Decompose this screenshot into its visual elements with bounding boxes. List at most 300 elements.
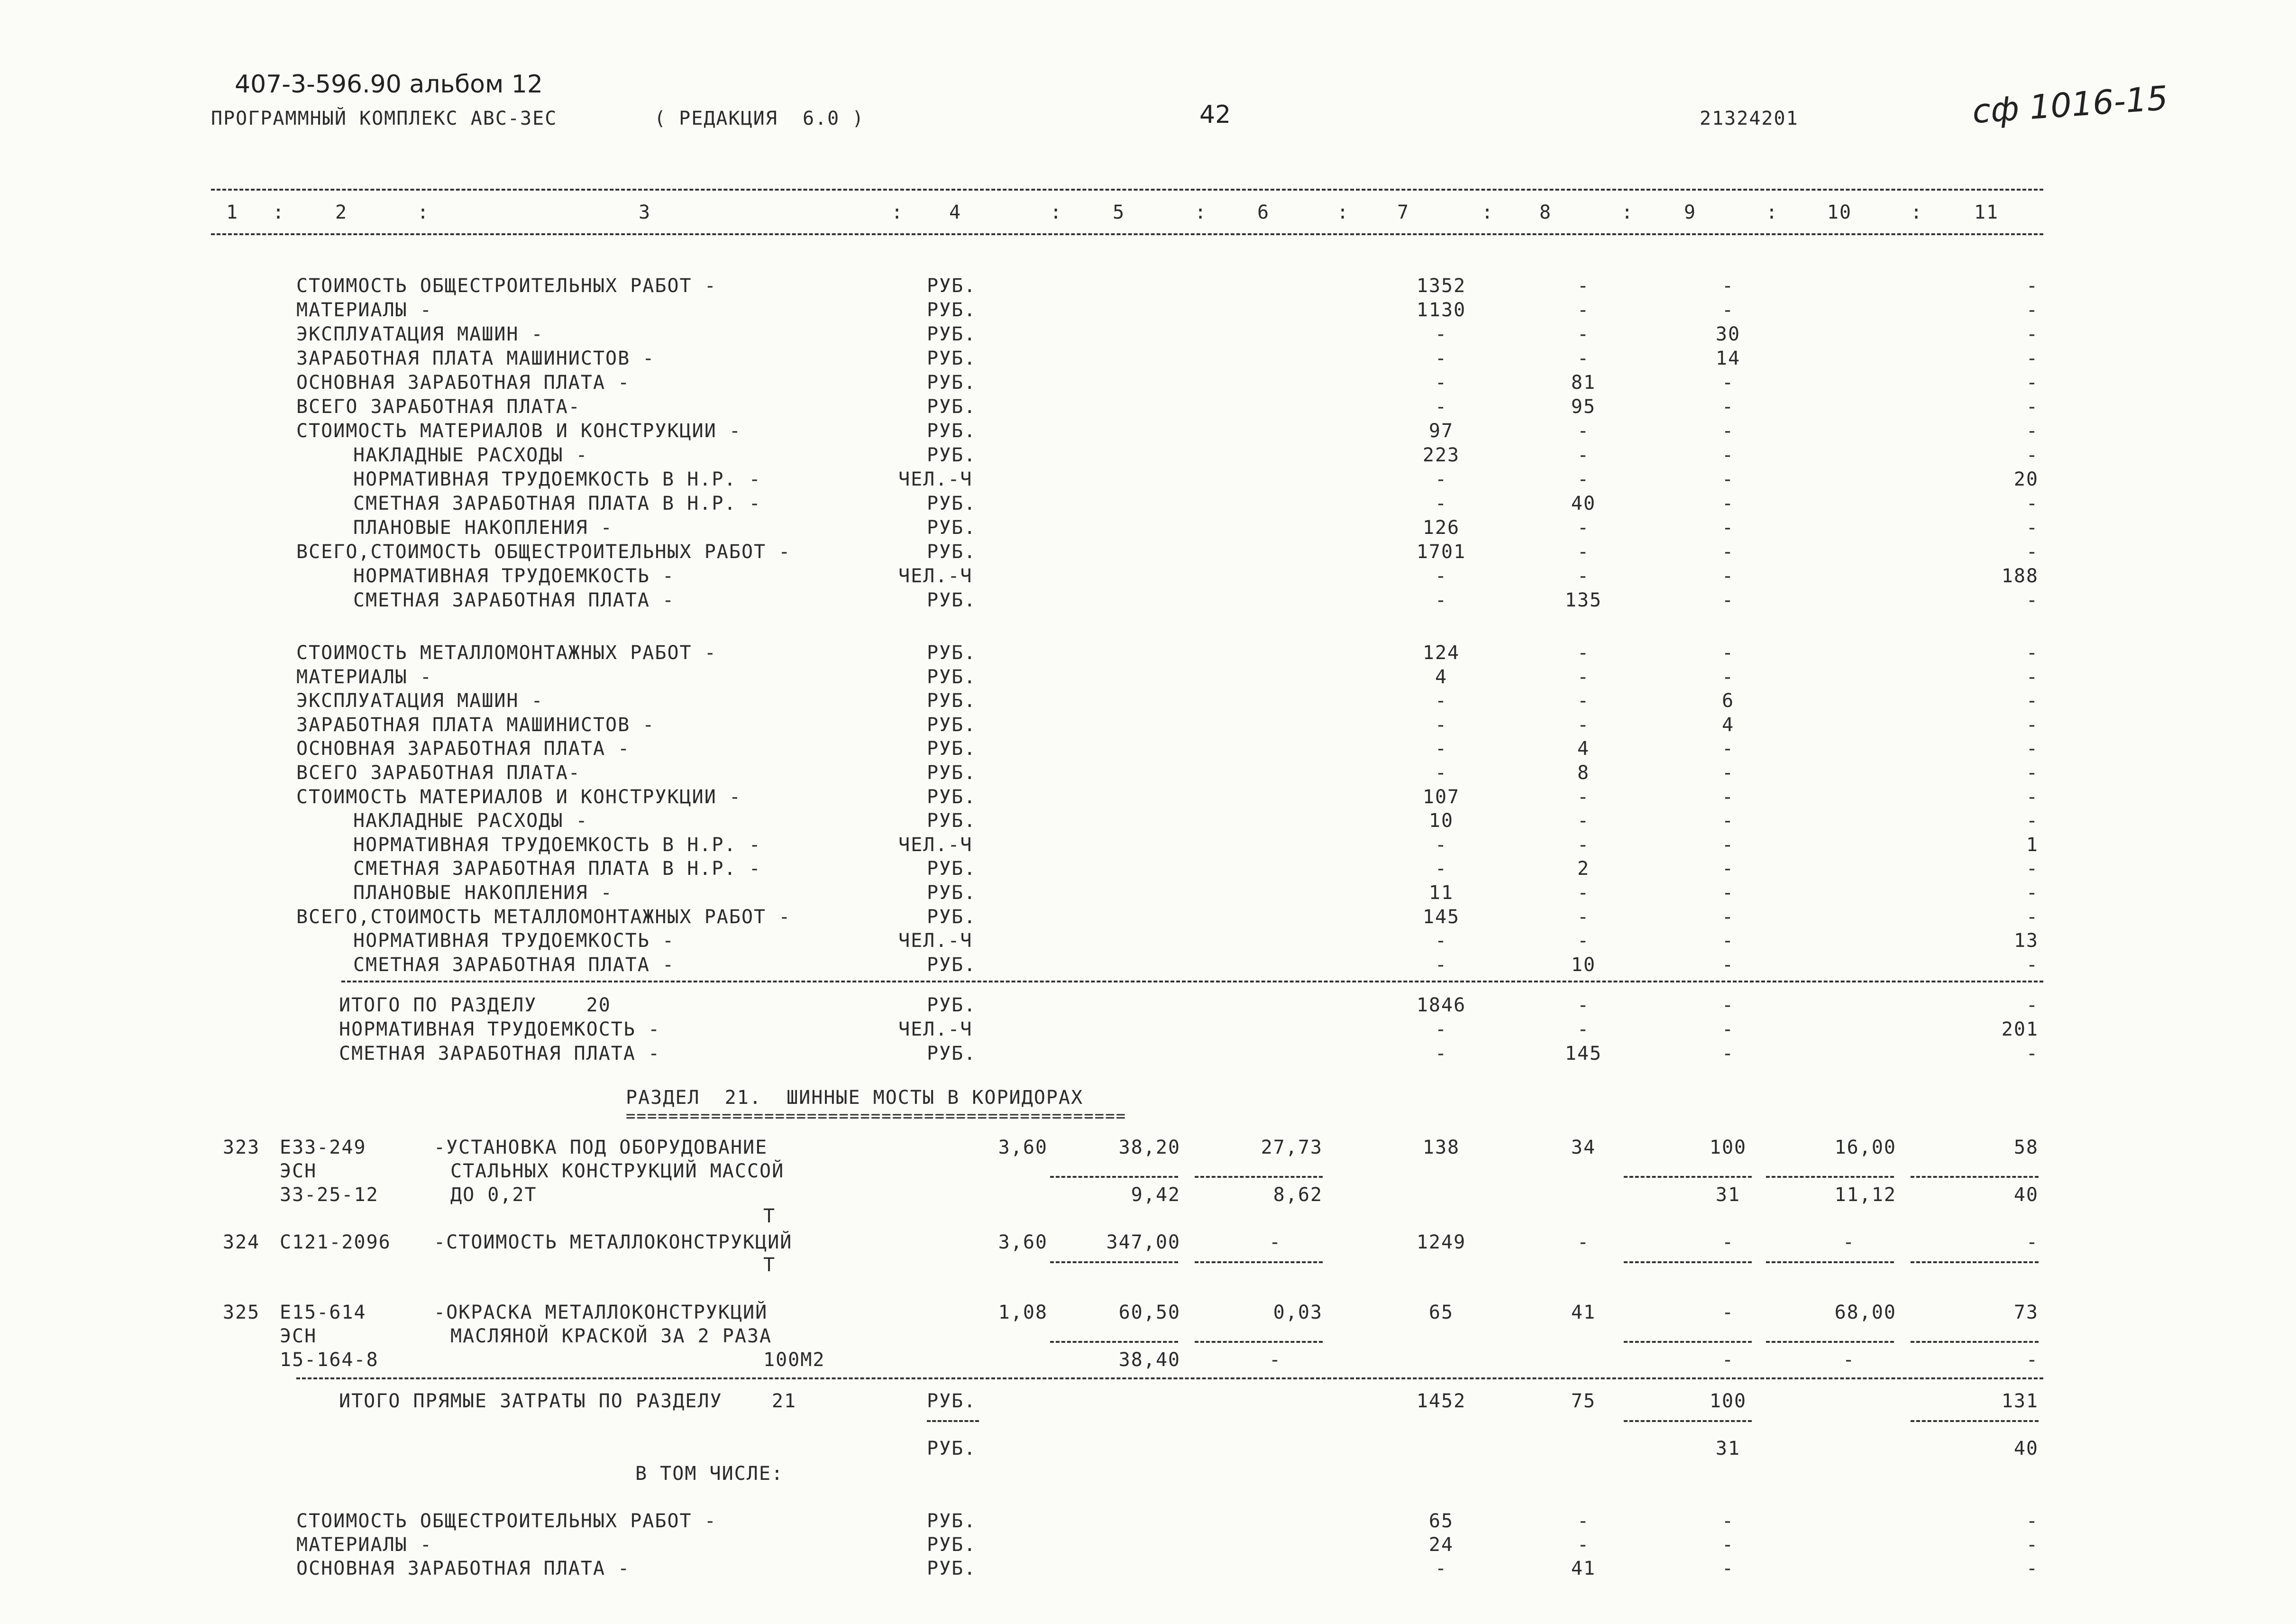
sub-rule — [1911, 1261, 2039, 1263]
col11-value: - — [2026, 882, 2039, 904]
row-unit: РУБ. — [927, 786, 977, 808]
row-label: ОСНОВНАЯ ЗАРАБОТНАЯ ПЛАТА - — [296, 372, 631, 394]
row-unit: РУБ. — [927, 493, 977, 514]
col5-sub: 38,40 — [1118, 1349, 1180, 1371]
col4-value: 3,60 — [998, 1231, 1048, 1253]
col8-value: 34 — [1571, 1137, 1596, 1158]
col9-value: - — [1721, 275, 1735, 297]
row-unit: РУБ. — [927, 372, 977, 394]
col9-value: - — [1721, 642, 1735, 664]
col11-value: - — [2026, 420, 2039, 442]
col11-value: - — [2026, 906, 2039, 928]
row-label: СТОИМОСТЬ МЕТАЛЛОМОНТАЖНЫХ РАБОТ - — [296, 642, 717, 664]
col9-value: - — [1721, 954, 1735, 976]
col11-value: - — [2026, 666, 2039, 688]
col8-value: 2 — [1577, 858, 1590, 880]
column-separator: : — [891, 202, 904, 223]
col11-value: - — [2026, 786, 2039, 808]
col8-value: 135 — [1564, 589, 1602, 611]
col8-value: - — [1577, 444, 1590, 466]
item-desc-2: СТАЛЬНЫХ КОНСТРУКЦИЙ МАССОЙ — [450, 1160, 785, 1182]
row-label: СМЕТНАЯ ЗАРАБОТНАЯ ПЛАТА - — [353, 589, 675, 611]
col7-value: - — [1435, 468, 1448, 490]
col11-value: - — [2026, 299, 2039, 321]
row-unit: РУБ. — [927, 954, 977, 976]
sub-rule — [1050, 1261, 1178, 1263]
col8-value: - — [1577, 642, 1590, 664]
col11-value: - — [2026, 517, 2039, 539]
col7-value: - — [1435, 372, 1448, 394]
col8-value: 41 — [1571, 1302, 1596, 1323]
col8-value: - — [1577, 994, 1590, 1016]
col9-value: - — [1721, 493, 1735, 514]
col9-sub: 31 — [1715, 1438, 1741, 1459]
col11-value: - — [2026, 954, 2039, 976]
col8-value: 8 — [1577, 762, 1590, 784]
col11-sub: 40 — [2013, 1438, 2039, 1459]
col9-value: - — [1721, 420, 1735, 442]
item-code-3: 15-164-8 — [280, 1349, 379, 1371]
col7-value: 1352 — [1416, 275, 1466, 297]
column-separator: : — [1766, 202, 1779, 223]
col11-value: - — [2026, 762, 2039, 784]
col7-value: - — [1435, 858, 1448, 880]
col9-value: - — [1721, 1302, 1735, 1323]
sub-rule — [1911, 1176, 2039, 1178]
column-header-10: 10 — [1827, 202, 1852, 223]
col7-value: - — [1435, 348, 1448, 369]
col11-value: - — [2026, 738, 2039, 760]
col8-value: - — [1577, 275, 1590, 297]
col11-value: - — [2026, 1043, 2039, 1064]
row-unit: РУБ. — [927, 541, 977, 563]
col8-value: - — [1577, 1018, 1590, 1040]
col8-value: - — [1577, 690, 1590, 712]
total-unit: РУБ. — [927, 1390, 977, 1412]
row-label: ОСНОВНАЯ ЗАРАБОТНАЯ ПЛАТА - — [296, 1558, 631, 1579]
col8-value: - — [1577, 1510, 1590, 1532]
column-separator: : — [1621, 202, 1634, 223]
col10-value: 68,00 — [1834, 1302, 1896, 1323]
col11-sub: - — [2026, 1349, 2039, 1371]
col11-value: - — [2026, 690, 2039, 712]
col9-value: - — [1721, 882, 1735, 904]
col7-value: 97 — [1428, 420, 1454, 442]
column-separator: : — [1482, 202, 1494, 223]
column-header-5: 5 — [1112, 202, 1125, 223]
col9-value: - — [1721, 541, 1735, 563]
col7-value: 4 — [1435, 666, 1448, 688]
col7-value: 11 — [1428, 882, 1454, 904]
column-separator: : — [1195, 202, 1207, 223]
col9-value: - — [1721, 1534, 1735, 1556]
col8-value: - — [1577, 565, 1590, 587]
item-code: Е33-249 — [280, 1137, 366, 1158]
col8-value: - — [1577, 420, 1590, 442]
col8-value: - — [1577, 1534, 1590, 1556]
row-unit: РУБ. — [927, 1510, 977, 1532]
column-header-3: 3 — [638, 202, 651, 223]
col6-sub: - — [1269, 1349, 1282, 1371]
column-header-4: 4 — [949, 202, 962, 223]
row-label: НОРМАТИВНАЯ ТРУДОЕМКОСТЬ В Н.Р. - — [353, 834, 761, 856]
unit-mark: 100М2 — [763, 1349, 825, 1371]
col7-value: 126 — [1422, 517, 1460, 539]
col8-value: - — [1577, 468, 1590, 490]
col4-value: 1,08 — [998, 1302, 1048, 1323]
col7-value: - — [1435, 738, 1448, 760]
col9-value: - — [1721, 1231, 1735, 1253]
col9-value: - — [1721, 372, 1735, 394]
item-desc: -ОКРАСКА МЕТАЛЛОКОНСТРУКЦИЙ — [434, 1302, 768, 1323]
column-header-7: 7 — [1397, 202, 1410, 223]
edition-label: ( РЕДАКЦИЯ 6.0 ) — [654, 108, 865, 129]
col7-value: - — [1435, 1018, 1448, 1040]
col8-value: - — [1577, 834, 1590, 856]
col11-value: - — [2026, 372, 2039, 394]
col7-value: 1701 — [1416, 541, 1466, 563]
col10-value: 16,00 — [1834, 1137, 1896, 1158]
row-unit: ЧЕЛ.-Ч — [898, 1018, 973, 1040]
row-unit: РУБ. — [927, 762, 977, 784]
item-number: 324 — [223, 1231, 260, 1253]
row-label: СМЕТНАЯ ЗАРАБОТНАЯ ПЛАТА В Н.Р. - — [353, 858, 761, 880]
col8-value: 40 — [1571, 493, 1596, 514]
col7-value: 1249 — [1416, 1231, 1466, 1253]
col11-value: - — [2026, 444, 2039, 466]
item-code-2: ЭСН — [280, 1325, 317, 1347]
row-label: ВСЕГО,СТОИМОСТЬ ОБЩЕСТРОИТЕЛЬНЫХ РАБОТ - — [296, 541, 791, 563]
row-label: ОСНОВНАЯ ЗАРАБОТНАЯ ПЛАТА - — [296, 738, 631, 760]
col11-value: 131 — [2001, 1390, 2039, 1412]
column-header-8: 8 — [1539, 202, 1552, 223]
col7-value: 1452 — [1416, 1390, 1466, 1412]
col9-value: - — [1721, 1043, 1735, 1064]
col7-value: 65 — [1428, 1510, 1454, 1532]
col6-sub: 8,62 — [1273, 1184, 1323, 1206]
row-unit: РУБ. — [927, 275, 977, 297]
col11-value: - — [2026, 396, 2039, 418]
row-unit: РУБ. — [927, 1534, 977, 1556]
row-label: ПЛАНОВЫЕ НАКОПЛЕНИЯ - — [353, 517, 613, 539]
sub-rule — [1766, 1341, 1894, 1343]
row-label: НОРМАТИВНАЯ ТРУДОЕМКОСТЬ - — [353, 565, 675, 587]
sub-rule — [1624, 1420, 1752, 1422]
unit-mark: Т — [763, 1254, 776, 1276]
row-label: МАТЕРИАЛЫ - — [296, 1534, 432, 1556]
section21-total-rule — [296, 1377, 2043, 1379]
sub-rule — [1195, 1341, 1323, 1343]
col5-value: 38,20 — [1118, 1137, 1180, 1158]
col11-value: - — [2026, 348, 2039, 369]
col11-value: 58 — [2013, 1137, 2039, 1158]
col9-value: - — [1721, 858, 1735, 880]
col8-value: 95 — [1571, 396, 1596, 418]
sub-rule — [1624, 1261, 1752, 1263]
col7-value: - — [1435, 954, 1448, 976]
col8-value: - — [1577, 930, 1590, 952]
col9-value: 30 — [1715, 323, 1741, 345]
col11-value: - — [2026, 810, 2039, 832]
col8-value: 41 — [1571, 1558, 1596, 1579]
col9-value: 6 — [1721, 690, 1735, 712]
row-unit: ЧЕЛ.-Ч — [898, 468, 973, 490]
col9-value: - — [1721, 762, 1735, 784]
item-desc-3: ДО 0,2Т — [450, 1184, 537, 1206]
row-unit: РУБ. — [927, 738, 977, 760]
col7-value: - — [1435, 1043, 1448, 1064]
col7-value: 145 — [1422, 906, 1460, 928]
col8-value: - — [1577, 517, 1590, 539]
row-label: МАТЕРИАЛЫ - — [296, 299, 432, 321]
col7-value: - — [1435, 930, 1448, 952]
col8-value: - — [1577, 1231, 1590, 1253]
total-label: ИТОГО ПРЯМЫЕ ЗАТРАТЫ ПО РАЗДЕЛУ 21 — [339, 1390, 797, 1412]
total-unit-2: РУБ. — [927, 1438, 977, 1459]
col11-value: 188 — [2001, 565, 2039, 587]
col6-value: 0,03 — [1273, 1302, 1323, 1323]
item-desc: -УСТАНОВКА ПОД ОБОРУДОВАНИЕ — [434, 1137, 768, 1158]
col11-value: - — [2026, 1231, 2039, 1253]
row-unit: РУБ. — [927, 690, 977, 712]
row-label: СМЕТНАЯ ЗАРАБОТНАЯ ПЛАТА - — [353, 954, 675, 976]
header-bottom-rule — [211, 233, 2043, 235]
col11-value: 13 — [2013, 930, 2039, 952]
sub-rule — [1911, 1341, 2039, 1343]
row-unit: РУБ. — [927, 642, 977, 664]
col11-value: - — [2026, 493, 2039, 514]
col9-value: - — [1721, 396, 1735, 418]
col8-value: 4 — [1577, 738, 1590, 760]
row-label: СТОИМОСТЬ МАТЕРИАЛОВ И КОНСТРУКЦИИ - — [296, 420, 741, 442]
col7-value: 1846 — [1416, 994, 1466, 1016]
col7-value: 1130 — [1416, 299, 1466, 321]
col7-value: 10 — [1428, 810, 1454, 832]
row-label: ЗАРАБОТНАЯ ПЛАТА МАШИНИСТОВ - — [296, 714, 655, 736]
row-label: ИТОГО ПО РАЗДЕЛУ 20 — [339, 994, 611, 1016]
sub-rule — [1050, 1341, 1178, 1343]
col8-value: - — [1577, 882, 1590, 904]
col6-value: 27,73 — [1261, 1137, 1323, 1158]
item-code: Е15-614 — [280, 1302, 366, 1323]
col7-value: 24 — [1428, 1534, 1454, 1556]
item-desc-2: МАСЛЯНОЙ КРАСКОЙ ЗА 2 РАЗА — [450, 1325, 772, 1347]
item-code-3: 33-25-12 — [280, 1184, 379, 1206]
row-unit: РУБ. — [927, 882, 977, 904]
col9-value: - — [1721, 517, 1735, 539]
item-number: 325 — [223, 1302, 260, 1323]
col7-value: - — [1435, 589, 1448, 611]
row-unit: РУБ. — [927, 517, 977, 539]
col11-value: - — [2026, 1534, 2039, 1556]
column-separator: : — [1050, 202, 1063, 223]
sub-rule — [1195, 1176, 1323, 1178]
row-label: ВСЕГО,СТОИМОСТЬ МЕТАЛЛОМОНТАЖНЫХ РАБОТ - — [296, 906, 791, 928]
col7-value: 223 — [1422, 444, 1460, 466]
doc-code: 21324201 — [1700, 108, 1799, 129]
row-label: ВСЕГО ЗАРАБОТНАЯ ПЛАТА- — [296, 762, 581, 784]
column-header-2: 2 — [335, 202, 348, 223]
album-label: 407-3-596.90 альбом 12 — [235, 70, 543, 99]
row-unit: РУБ. — [927, 1043, 977, 1064]
col8-value: - — [1577, 906, 1590, 928]
col11-value: 1 — [2026, 834, 2039, 856]
col7-value: - — [1435, 1558, 1448, 1579]
sub-rule — [1766, 1176, 1894, 1178]
row-unit: РУБ. — [927, 666, 977, 688]
col11-value: 20 — [2013, 468, 2039, 490]
col11-value: 201 — [2001, 1018, 2039, 1040]
col7-value: - — [1435, 762, 1448, 784]
col11-value: - — [2026, 1558, 2039, 1579]
col7-value: 138 — [1422, 1137, 1460, 1158]
col7-value: - — [1435, 323, 1448, 345]
col10-sub: 11,12 — [1834, 1184, 1896, 1206]
col11-value: - — [2026, 541, 2039, 563]
row-label: ЗАРАБОТНАЯ ПЛАТА МАШИНИСТОВ - — [296, 348, 655, 369]
col7-value: 124 — [1422, 642, 1460, 664]
row-label: СМЕТНАЯ ЗАРАБОТНАЯ ПЛАТА В Н.Р. - — [353, 493, 761, 514]
col11-value: 73 — [2013, 1302, 2039, 1323]
column-separator: : — [417, 202, 430, 223]
col7-value: - — [1435, 714, 1448, 736]
column-header-6: 6 — [1257, 202, 1270, 223]
col5-value: 347,00 — [1106, 1231, 1180, 1253]
row-unit: РУБ. — [927, 323, 977, 345]
row-unit: РУБ. — [927, 994, 977, 1016]
sub-rule — [927, 1420, 979, 1422]
header-top-rule — [211, 189, 2043, 191]
col9-value: - — [1721, 1018, 1735, 1040]
row-label: СМЕТНАЯ ЗАРАБОТНАЯ ПЛАТА - — [339, 1043, 661, 1064]
sub-rule — [1911, 1420, 2039, 1422]
col7-value: - — [1435, 565, 1448, 587]
column-header-11: 11 — [1974, 202, 1999, 223]
col8-value: 81 — [1571, 372, 1596, 394]
col9-value: - — [1721, 906, 1735, 928]
col9-value: - — [1721, 738, 1735, 760]
col8-value: - — [1577, 323, 1590, 345]
col9-value: 4 — [1721, 714, 1735, 736]
row-unit: РУБ. — [927, 420, 977, 442]
col6-value: - — [1269, 1231, 1282, 1253]
col7-value: - — [1435, 834, 1448, 856]
col9-value: - — [1721, 565, 1735, 587]
column-header-9: 9 — [1683, 202, 1697, 223]
col7-value: 107 — [1422, 786, 1460, 808]
col8-value: - — [1577, 714, 1590, 736]
col9-sub: - — [1721, 1349, 1735, 1371]
col9-value: - — [1721, 786, 1735, 808]
col9-value: 14 — [1715, 348, 1741, 369]
unit-mark: Т — [763, 1205, 776, 1227]
col7-value: - — [1435, 493, 1448, 514]
sub-rule — [1766, 1261, 1894, 1263]
row-label: ЭКСПЛУАТАЦИЯ МАШИН - — [296, 323, 544, 345]
col4-value: 3,60 — [998, 1137, 1048, 1158]
col11-value: - — [2026, 714, 2039, 736]
row-label: ВСЕГО ЗАРАБОТНАЯ ПЛАТА- — [296, 396, 581, 418]
col8-value: - — [1577, 810, 1590, 832]
row-label: НАКЛАДНЫЕ РАСХОДЫ - — [353, 444, 588, 466]
sub-rule — [1050, 1176, 1178, 1178]
row-label: СТОИМОСТЬ ОБЩЕСТРОИТЕЛЬНЫХ РАБОТ - — [296, 275, 717, 297]
row-label: СТОИМОСТЬ ОБЩЕСТРОИТЕЛЬНЫХ РАБОТ - — [296, 1510, 717, 1532]
row-label: НОРМАТИВНАЯ ТРУДОЕМКОСТЬ В Н.Р. - — [353, 468, 761, 490]
sub-rule — [1624, 1341, 1752, 1343]
col8-value: 145 — [1564, 1043, 1602, 1064]
col7-value: - — [1435, 690, 1448, 712]
col9-value: - — [1721, 994, 1735, 1016]
col11-value: - — [2026, 858, 2039, 880]
col9-sub: 31 — [1715, 1184, 1741, 1206]
row-unit: РУБ. — [927, 906, 977, 928]
row-unit: ЧЕЛ.-Ч — [898, 930, 973, 952]
handwritten-stamp: сф 1016-15 — [1971, 78, 2169, 131]
col9-value: - — [1721, 589, 1735, 611]
section-21-underline: =============================================== — [626, 1107, 1127, 1126]
row-label: НОРМАТИВНАЯ ТРУДОЕМКОСТЬ - — [339, 1018, 661, 1040]
row-label: ЭКСПЛУАТАЦИЯ МАШИН - — [296, 690, 544, 712]
col8-value: - — [1577, 299, 1590, 321]
col9-value: 100 — [1709, 1390, 1747, 1412]
col8-value: - — [1577, 786, 1590, 808]
col9-value: 100 — [1709, 1137, 1747, 1158]
col11-value: - — [2026, 1510, 2039, 1532]
col9-value: - — [1721, 1510, 1735, 1532]
col8-value: - — [1577, 348, 1590, 369]
row-unit: РУБ. — [927, 810, 977, 832]
col11-value: - — [2026, 323, 2039, 345]
col7-value: - — [1435, 396, 1448, 418]
page-number: 42 — [1199, 101, 1231, 129]
column-separator: : — [1911, 202, 1923, 223]
row-label: НАКЛАДНЫЕ РАСХОДЫ - — [353, 810, 588, 832]
row-unit: ЧЕЛ.-Ч — [898, 834, 973, 856]
col11-value: - — [2026, 994, 2039, 1016]
sub-rule — [1195, 1261, 1323, 1263]
column-separator: : — [273, 202, 285, 223]
col11-value: - — [2026, 275, 2039, 297]
col9-value: - — [1721, 468, 1735, 490]
col8-value: 10 — [1571, 954, 1596, 976]
row-unit: РУБ. — [927, 299, 977, 321]
section20-total-rule — [341, 981, 2043, 982]
item-desc: -СТОИМОСТЬ МЕТАЛЛОКОНСТРУКЦИЙ — [434, 1231, 793, 1253]
including-label: В ТОМ ЧИСЛЕ: — [635, 1463, 784, 1485]
row-label: ПЛАНОВЫЕ НАКОПЛЕНИЯ - — [353, 882, 613, 904]
col7-value: 65 — [1428, 1302, 1454, 1323]
col5-value: 60,50 — [1118, 1302, 1180, 1323]
col9-value: - — [1721, 810, 1735, 832]
column-header-1: 1 — [226, 202, 239, 223]
col8-value: - — [1577, 541, 1590, 563]
col11-sub: 40 — [2013, 1184, 2039, 1206]
row-unit: ЧЕЛ.-Ч — [898, 565, 973, 587]
row-label: НОРМАТИВНАЯ ТРУДОЕМКОСТЬ - — [353, 930, 675, 952]
row-unit: РУБ. — [927, 396, 977, 418]
col10-sub: - — [1842, 1349, 1856, 1371]
program-label: ПРОГРАММНЫЙ КОМПЛЕКС АВС-ЗЕС — [211, 108, 558, 129]
col9-value: - — [1721, 299, 1735, 321]
col9-value: - — [1721, 666, 1735, 688]
row-unit: РУБ. — [927, 714, 977, 736]
col8-value: - — [1577, 666, 1590, 688]
col11-value: - — [2026, 642, 2039, 664]
col8-value: 75 — [1571, 1390, 1596, 1412]
row-unit: РУБ. — [927, 1558, 977, 1579]
row-unit: РУБ. — [927, 589, 977, 611]
